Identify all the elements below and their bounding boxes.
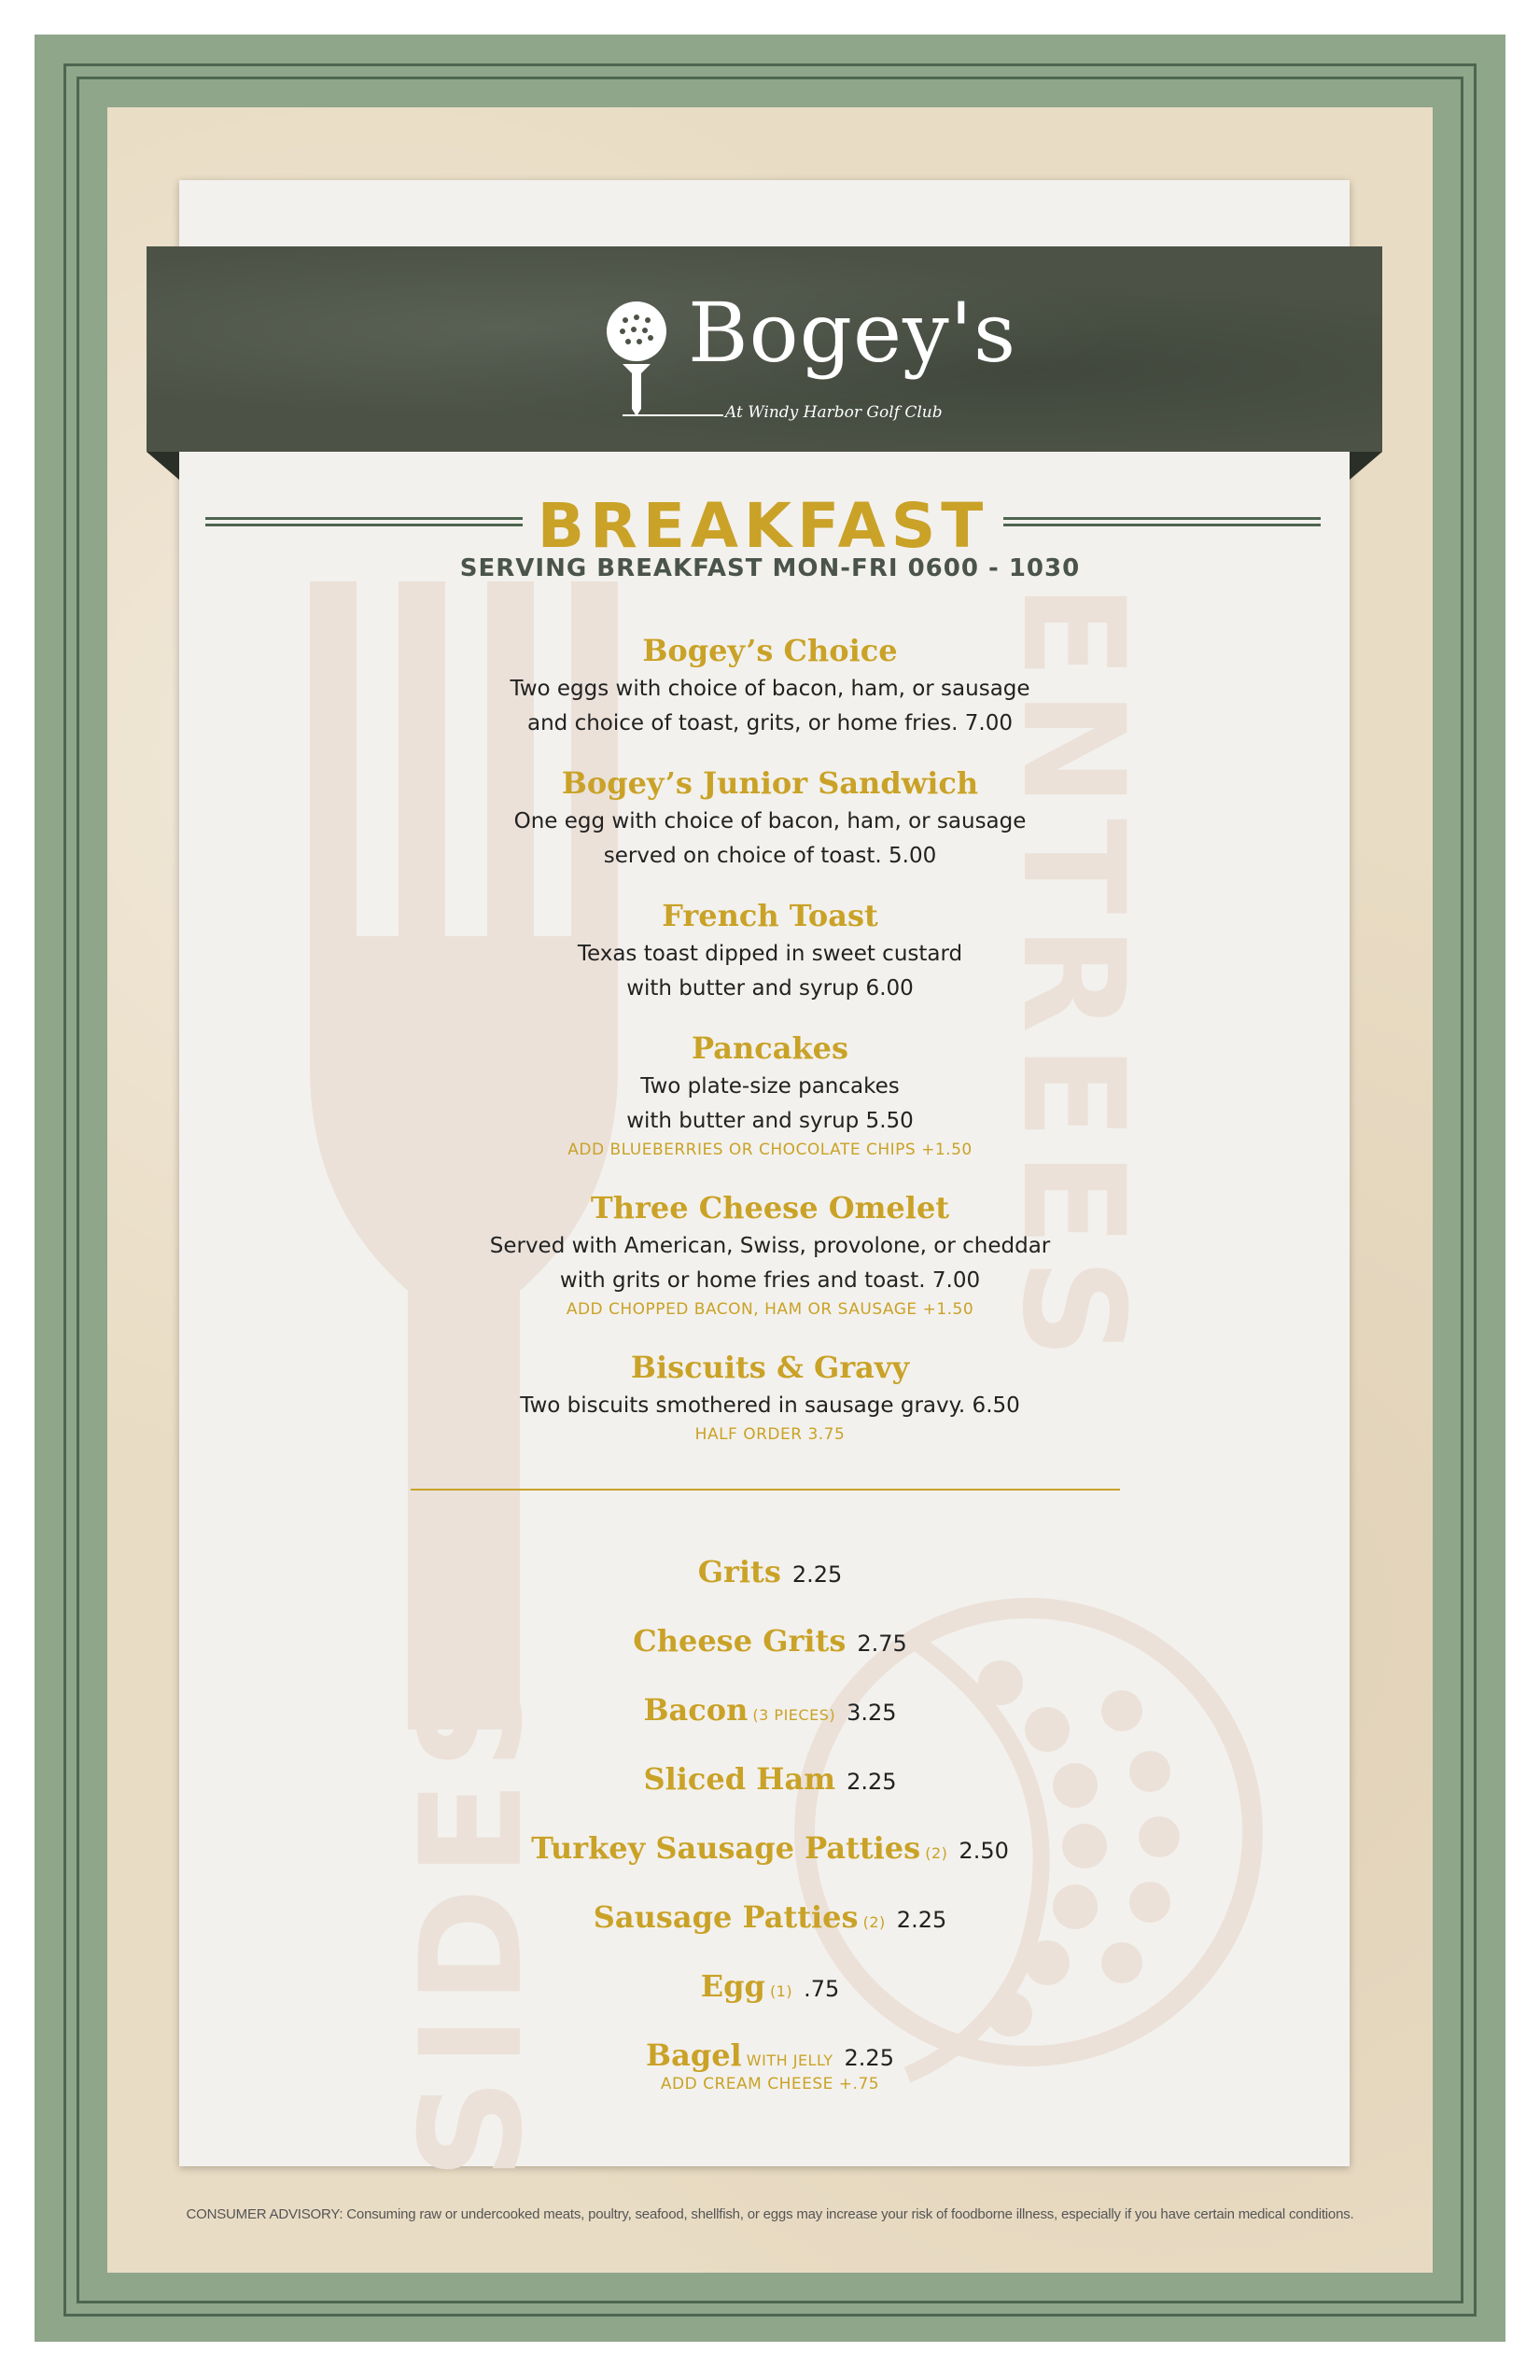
item-desc-line: Served with American, Swiss, provolone, or cheddar: [489, 1234, 1051, 1258]
side-item: [373, 1761, 1167, 1797]
side-price: 2.50: [959, 1838, 1009, 1864]
side-price: 2.25: [791, 1561, 843, 1588]
item-description: [373, 937, 1167, 1006]
side-item: [373, 1968, 1167, 2004]
menu-paper: [179, 180, 1350, 2166]
serving-hours: SERVING BREAKFAST MON-FRI 0600 - 1030: [459, 554, 1081, 582]
item-description: [373, 1070, 1167, 1139]
item-name: Bogey’s Junior Sandwich: [561, 765, 979, 801]
item-name: Biscuits & Gravy: [630, 1350, 910, 1385]
menu-item: [373, 898, 1167, 1006]
item-addon: ADD CHOPPED BACON, HAM OR SAUSAGE +1.50: [566, 1300, 974, 1319]
menu-item: [373, 633, 1167, 741]
side-addon: ADD CREAM CHEESE +.75: [660, 2075, 880, 2093]
side-price: 2.25: [847, 1769, 897, 1795]
golf-tee-icon: [595, 289, 679, 429]
side-price: 2.25: [896, 1907, 947, 1933]
side-note: (2): [925, 1844, 948, 1862]
side-name: Egg: [700, 1968, 765, 2004]
side-item: [373, 1830, 1167, 1866]
title-rule-right: [1003, 517, 1321, 526]
item-name: Three Cheese Omelet: [590, 1190, 950, 1225]
item-addon: HALF ORDER 3.75: [694, 1425, 846, 1444]
side-item: [373, 1554, 1167, 1589]
item-description: [373, 1229, 1167, 1298]
menu-item: [373, 1030, 1167, 1159]
brand-tagline: At Windy Harbor Golf Club: [725, 403, 943, 422]
side-name: Sliced Ham: [643, 1761, 836, 1797]
side-price: .75: [804, 1976, 840, 2002]
item-name: French Toast: [662, 898, 878, 933]
item-desc-line: served on choice of toast. 5.00: [603, 844, 937, 868]
item-desc-line: and choice of toast, grits, or home fries. 7.00: [527, 711, 1013, 735]
side-name: Bacon: [643, 1692, 749, 1728]
item-desc-line: Two biscuits smothered in sausage gravy. 6.50: [520, 1393, 1020, 1418]
item-desc-line: with grits or home fries and toast. 7.00: [559, 1268, 981, 1293]
consumer-advisory: CONSUMER ADVISORY: Consuming raw or undercooked meats, poultry, seafood, shellfish, or eggs may increase your risk of foodborne illness, especially if you have certain medical conditions.: [186, 2206, 1354, 2222]
logo-underline: [623, 414, 723, 416]
side-note: (2): [862, 1913, 886, 1931]
side-name: Cheese Grits: [633, 1623, 847, 1659]
brand-name: Bogey's: [688, 285, 1017, 381]
side-note: WITH JELLY: [746, 2051, 833, 2069]
entrees-watermark: ENTREES: [991, 583, 1154, 1370]
side-name: Grits: [697, 1554, 781, 1589]
side-name: Sausage Patties: [593, 1899, 859, 1935]
side-price: 2.75: [857, 1631, 907, 1657]
brand-logo: [595, 280, 1017, 429]
ribbon-fold-right: [1350, 452, 1382, 480]
side-name: Turkey Sausage Patties: [531, 1830, 921, 1866]
side-item: [373, 1899, 1167, 1935]
ribbon-fold-left: [147, 452, 179, 480]
section-divider: [411, 1489, 1120, 1491]
item-desc-line: One egg with choice of bacon, ham, or sausage: [513, 809, 1027, 833]
item-description: [373, 1389, 1167, 1423]
menu-title: BREAKFAST: [537, 490, 989, 562]
side-note: (3 PIECES): [752, 1706, 836, 1724]
menu-title-row: [205, 490, 1321, 562]
menu-item: [373, 1350, 1167, 1444]
side-item: [373, 1692, 1167, 1728]
side-price: 2.25: [844, 2045, 894, 2071]
menu-item: [373, 765, 1167, 874]
item-desc-line: Texas toast dipped in sweet custard: [577, 942, 963, 966]
item-desc-line: Two plate-size pancakes: [640, 1074, 900, 1099]
side-item: [373, 1623, 1167, 1659]
sides-watermark: SIDES: [391, 1658, 553, 2179]
item-description: [373, 672, 1167, 741]
item-desc-line: Two eggs with choice of bacon, ham, or sausage: [510, 677, 1030, 701]
item-name: Bogey’s Choice: [642, 633, 898, 668]
side-note: (1): [769, 1982, 793, 2000]
side-name: Bagel: [646, 2037, 742, 2073]
item-desc-line: with butter and syrup 6.00: [626, 976, 914, 1001]
item-description: [373, 805, 1167, 874]
item-desc-line: with butter and syrup 5.50: [626, 1109, 914, 1133]
menu-item: [373, 1190, 1167, 1319]
item-addon: ADD BLUEBERRIES OR CHOCOLATE CHIPS +1.50: [567, 1141, 973, 1159]
item-name: Pancakes: [692, 1030, 848, 1066]
side-price: 3.25: [847, 1700, 897, 1726]
side-item: [373, 2037, 1167, 2093]
